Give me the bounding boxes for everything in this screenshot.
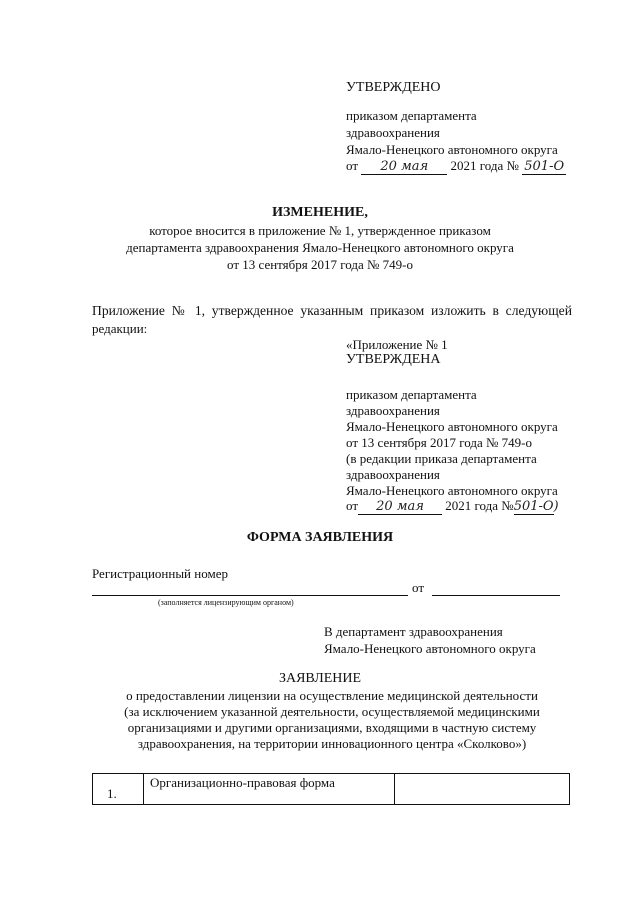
row-label: Организационно-правовая форма [144, 774, 395, 805]
approval-title: УТВЕРЖДЕНО [346, 80, 441, 95]
approval-line: Ямало-Ненецкого автономного округа [346, 142, 558, 157]
handwritten-number: 501-О) [513, 499, 559, 514]
registration-number-line[interactable] [92, 595, 408, 596]
approval2-line: (в редакции приказа департамента [346, 451, 537, 466]
approval-date [346, 158, 566, 175]
change-line: от 13 сентября 2017 года № 749-о [227, 257, 413, 272]
date-prefix: от [346, 498, 359, 513]
approval2-line: приказом департамента [346, 387, 477, 402]
handwritten-date: 20 мая [358, 499, 442, 515]
appendix-label: «Приложение № 1 [346, 337, 448, 352]
recipient-line: В департамент здравоохранения [324, 624, 503, 639]
change-title: ИЗМЕНЕНИЕ, [272, 205, 368, 220]
intro-line: Приложение № 1, утвержденное указанным приказом изложить в следующей [92, 303, 572, 318]
approval2-line: от 13 сентября 2017 года № 749-о [346, 435, 532, 450]
date-prefix: от [346, 158, 359, 173]
date-year: 2021 года № [450, 158, 519, 173]
application-line: о предоставлении лицензии на осуществление медицинской деятельности [126, 688, 538, 703]
application-table [92, 773, 570, 805]
approval2-date [346, 498, 559, 515]
approval2-line: здравоохранения [346, 467, 440, 482]
approval-line: приказом департамента [346, 108, 477, 123]
registration-from: от [412, 580, 425, 595]
row-number: 1. [93, 774, 144, 805]
approval-line: здравоохранения [346, 125, 440, 140]
approval2-line: здравоохранения [346, 403, 440, 418]
change-line: которое вносится в приложение № 1, утвержденное приказом [149, 223, 491, 238]
application-line: здравоохранения, на территории инновационного центра «Сколково») [137, 736, 527, 751]
application-title: ЗАЯВЛЕНИЕ [278, 671, 362, 686]
intro-line: редакции: [92, 321, 148, 336]
form-title: ФОРМА ЗАЯВЛЕНИЯ [246, 530, 394, 545]
handwritten-date: 20 мая [361, 159, 447, 175]
handwritten-number: 501-О [522, 159, 566, 175]
application-line: (за исключением указанной деятельности, осуществляемой медицинскими [124, 704, 540, 719]
table-row [93, 774, 570, 805]
approval2-title: УТВЕРЖДЕНА [346, 352, 441, 367]
registration-note: (заполняется лицензирующим органом) [158, 598, 294, 607]
registration-date-line[interactable] [432, 595, 560, 596]
application-line: организациями и другими организациями, входящими в частную систему [127, 720, 537, 735]
recipient-line: Ямало-Ненецкого автономного округа [324, 641, 536, 656]
registration-label: Регистрационный номер [92, 566, 228, 581]
change-line: департамента здравоохранения Ямало-Ненецкого автономного округа [126, 240, 514, 255]
approval2-line: Ямало-Ненецкого автономного округа [346, 483, 558, 498]
approval2-line: Ямало-Ненецкого автономного округа [346, 419, 558, 434]
date-year: 2021 года № [445, 498, 514, 513]
row-value[interactable] [395, 774, 570, 805]
